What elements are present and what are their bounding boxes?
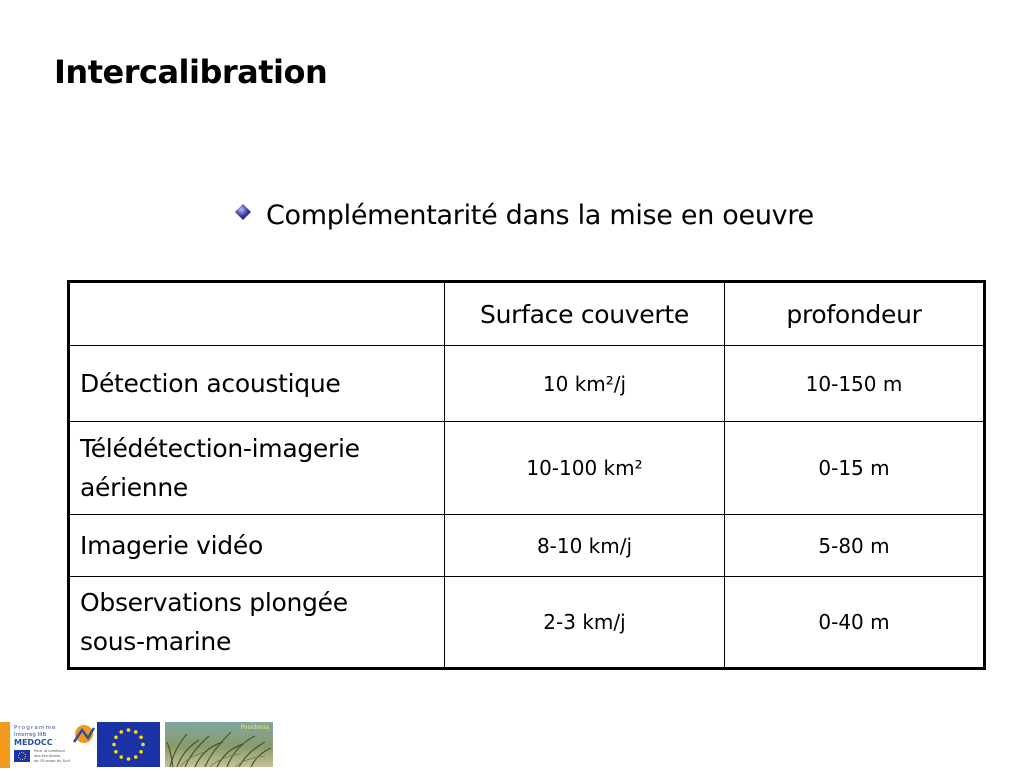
table-row <box>69 346 985 422</box>
svg-text:Interreg IIIB: Interreg IIIB <box>14 732 47 738</box>
row-label <box>69 577 445 669</box>
row-label-line: Détection acoustique <box>80 369 341 398</box>
depth-value: 5-80 m <box>725 515 985 577</box>
eu-flag-logo <box>97 722 160 767</box>
row-label <box>69 515 445 577</box>
surface-value: 10-100 km² <box>445 422 725 515</box>
seagrass-label: Posidonia <box>240 724 269 731</box>
svg-text:MEDOCC: MEDOCC <box>14 738 53 747</box>
table-row <box>69 577 985 669</box>
slide-title: Intercalibration <box>54 53 328 91</box>
table-header-row <box>69 282 985 346</box>
row-label-line: Imagerie vidéo <box>80 531 263 560</box>
depth-value: 0-15 m <box>725 422 985 515</box>
row-label-line: Télédétection-imagerie <box>80 434 360 463</box>
row-label-line: Observations plongée <box>80 588 348 617</box>
surface-value: 10 km²/j <box>445 346 725 422</box>
diamond-bullet-icon <box>234 203 252 221</box>
comparison-table <box>67 280 986 670</box>
svg-text:Pour la cohésion: Pour la cohésion <box>34 748 66 753</box>
svg-text:de l'Europe du Sud: de l'Europe du Sud <box>34 758 70 763</box>
depth-value: 10-150 m <box>725 346 985 422</box>
surface-value: 8-10 km/j <box>445 515 725 577</box>
header-empty <box>69 282 445 346</box>
row-label-line: aérienne <box>80 473 188 502</box>
svg-text:des territoires: des territoires <box>34 753 61 758</box>
row-label <box>69 422 445 515</box>
table-row <box>69 515 985 577</box>
header-surface: Surface couverte <box>445 282 725 346</box>
medocc-logo <box>0 720 100 768</box>
depth-value: 0-40 m <box>725 577 985 669</box>
surface-value: 2-3 km/j <box>445 577 725 669</box>
header-depth: profondeur <box>725 282 985 346</box>
svg-text:Programme: Programme <box>14 725 57 731</box>
row-label-line: sous-marine <box>80 627 232 656</box>
bullet-item <box>234 196 814 236</box>
table-row <box>69 422 985 515</box>
seagrass-photo <box>165 722 273 767</box>
row-label <box>69 346 445 422</box>
bullet-text: Complémentarité dans la mise en oeuvre <box>266 200 814 231</box>
